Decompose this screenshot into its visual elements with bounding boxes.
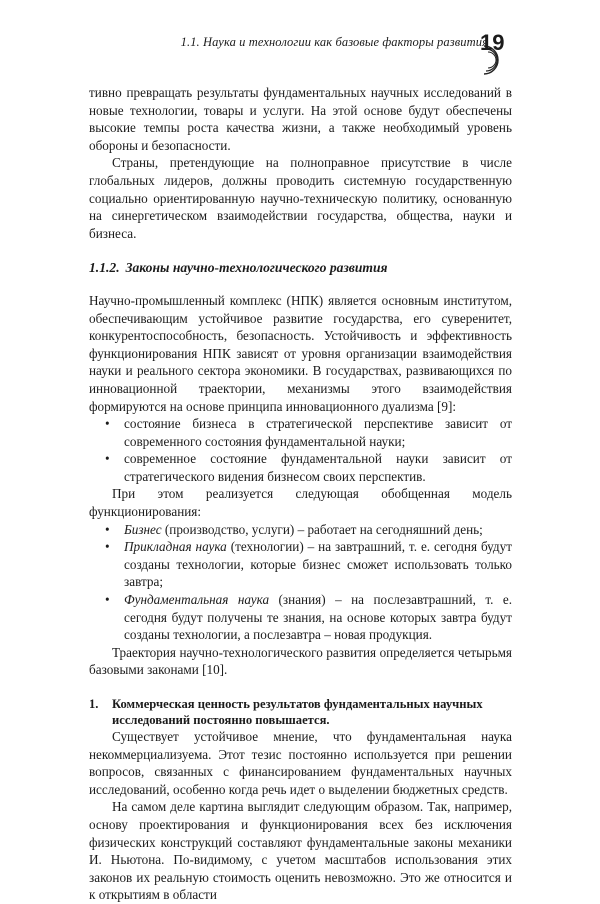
bullet-icon: • [105,521,110,537]
page-number: 19 [480,30,505,55]
paragraph: тивно превращать результаты фундаментальных научных исследований в новые технологии, товары и услуги. На этой основе будут обеспечены высокие темпы роста качества жизни, а также необходимый уровень обороны и безопасности. [89,85,512,153]
section-number: 1.1.2. [89,260,120,276]
section-title: Законы научно-технологического развития [125,260,388,276]
bullet-list [89,521,512,644]
list-item: • состояние бизнеса в стратегической перспективе зависит от современного состояния фундаментальной науки; [105,416,512,449]
section-heading [89,259,512,277]
list-item: • Бизнес (производство, услуги) – работает на сегодняшний день; [105,521,483,537]
page-header [0,32,600,60]
paragraph: На самом деле картина выглядит следующим образом. Так, например, основу проектирования и функционирования всех без исключения физических конструкций составляют фундаментальные законы механики И. Ньютона. По-видимому, с учетом масштабов использования этих законов их реальную стоимость оценить невозможно. Это же относится и к открытиям в области [89,799,512,903]
law-number: 1. [89,697,99,711]
bullet-icon: • [105,592,110,608]
list-item: • современное состояние фундаментальной науки зависит от стратегического видения бизнесом своих перспектив. [105,451,512,484]
law-heading [89,696,512,728]
page-body [89,84,512,904]
bullet-icon: • [105,539,110,555]
paragraph: Страны, претендующие на полноправное присутствие в числе глобальных лидеров, должны проводить системную государственную социально ориентированную научно-техническую политику, основанную на синергетическом взаимодействии государства, общества, науки и бизнеса. [89,155,512,241]
paragraph: При этом реализуется следующая обобщенная модель функционирования: [89,486,512,520]
paragraph: Научно-промышленный комплекс (НПК) является основным институтом, обеспечивающим устойчивое развитие государства, его суверенитет, конкурентоспособность, безопасность. Устойчивость и эффективность функционирования НПК зависят от уровня организации взаимодействия науки и реального сектора экономики. В государствах, развивающихся по инновационной траектории, механизмы этого взаимодействия формируются на основе принципа инновационного дуализма [9]: [89,292,512,414]
bullet-icon: • [105,451,110,467]
list-item: • Фундаментальная наука (знания) – на послезавтрашний, т. е. сегодня будут получены те знания, на основе которых завтра будут созданы технологии, а послезавтра – новая продукция. [105,592,512,643]
paragraph: Траектория научно-технологического развития определяется четырьмя базовыми законами [10]. [89,644,512,678]
paragraph: Существует устойчивое мнение, что фундаментальная наука некоммерциализуема. Этот тезис постоянно используется при решении вопросов, связанных с финансированием фундаментальных научных исследований, особенно когда речь идет о выделении бюджетных средств. [89,729,512,797]
running-title: 1.1. Наука и технологии как базовые факторы развития [180,35,488,49]
bullet-list [89,415,512,485]
law-title: Коммерческая ценность результатов фундаментальных научных исследований постоянно повышается. [112,697,483,727]
list-item: • Прикладная наука (технологии) – на завтрашний, т. е. сегодня будут созданы технологии, которые бизнес сможет использовать только завтра; [105,539,512,590]
bullet-icon: • [105,416,110,432]
